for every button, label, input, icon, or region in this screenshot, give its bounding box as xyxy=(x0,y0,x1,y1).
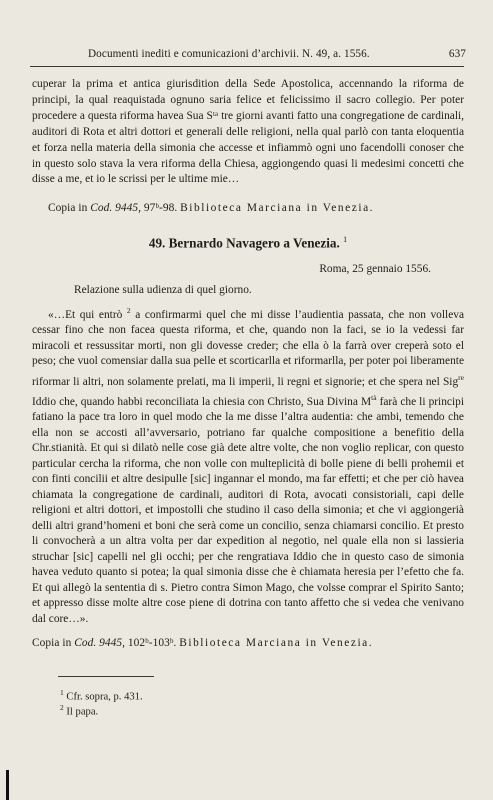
top-paragraph: cuperar la prima et antica giurisdition della Sede Apostolica, accennando la riforma de principi, la qual reaquistada ognuno saria felice et felicissimo il sacro collegio. Per poter procedere a questa riforma havea Sua Sᵗᵃ tre giorni avanti fatto una congregatione de cardinali, auditori di Rota et altri dottori et generali delle religioni, nella qual parlò con tanta eloquentia et forza nella materia della simonia che accesse et infiammò ogni uno facendolli conoser che in questo solo stava la vera riforma della Chiesa, aggiongendo quasi li medesimi concetti che disse a me, et io le scrissi per le ultime mie… xyxy=(32,78,464,186)
main-paragraph-block xyxy=(32,303,464,627)
main-paragraph: «…Et qui entrò $^2$ a confirmarmi quel che mi disse l’audientia passata, che non volleva cessar fino che non facea questa riforma, et che, quando non la faci, se io la vedessi far miracoli et ressussitar morti, non gli dovesse creder; che ella ò la farrà over creperà soto el peso; che vuol comensiar dalla sua pelle et scorticarlla et riformarlla, per poter poi liberamente riformar li altri, non solamente prelati, ma li imperii, li regni et signorie; et che spera nel Sig$^{re}$ Iddio che, quando habbi reconciliata la chiesia con Christo, Sua Divina $M^{tà}$ farà che li principi fatiano la pace tra loro in quel modo che la me disse l’altra audentia: che ambi, temendo che ella non se accosti all’avversario, potriano far qualche compositione a benefitio della Chr.stianità. Et qui si dilatò nelle cose già dete altre volte, che non voglio replicar, con questo particular cercha la riforma, che non volle con multeplicità di bolle piene di belli prohemii et con finti concilii et altre desipulle [sic] ingannar el mondo, ma far effetti; et che per ciò havea chiamata la congregatione de cardinali, auditori di Rota, avocati consistoriali, capi delle religioni et altri dottori, et impostolli che studino il caso della simonia; et che vi aggiongerià delli altri grand’homeni et boni che serà come un concilio, senza chiamarsi concilio. Et presto li convocherà a un altra volta per dar expedition al negotio, nel quale ella non si lassieria struchar [sic] capelli nel gli occhi; per che rengratiava Iddio che in questo caso de simonia havea veduto quanto si potea; la qual simonia disse che è chiamata heresia per l’efetto che fa. Et qui allegò la sententia di s. Pietro contra Simon Mago, che volsse comprar el Spirito Santo; et appresso disse molte altre cose piene di dotrina con tanto affetto che si vedea che venivano dal core…». xyxy=(32,306,464,625)
running-header-title: Documenti inediti e comunicazioni d’archivii. N. 49, a. 1556. xyxy=(88,48,370,60)
footnote-1: $^1$ Cfr. sopra, p. 431. xyxy=(60,688,143,703)
footnote-rule xyxy=(58,676,154,677)
top-paragraph-block xyxy=(32,77,464,188)
scan-edge-mark xyxy=(6,770,9,800)
document-subtitle: Relazione sulla udienza di quel giorno. xyxy=(74,284,252,296)
source-note-1: Copia in Cod. 9445, 97ᵇ-98. Biblioteca Marciana in Venezia. xyxy=(48,202,375,214)
header-rule xyxy=(30,66,464,67)
place-date: Roma, 25 gennaio 1556. xyxy=(319,263,431,275)
footnote-2: $^2$ Il papa. xyxy=(60,703,99,718)
running-header xyxy=(88,48,466,60)
document-title: 49. Bernardo Navagero a Venezia. $^1$ xyxy=(148,235,348,251)
page-number: 637 xyxy=(448,48,466,60)
title-footnote-ref: 1 xyxy=(343,235,348,244)
source-note-2: Copia in Cod. 9445, 102ᵇ-103ᵇ. Biblioteca Marciana in Venezia. xyxy=(32,637,374,649)
